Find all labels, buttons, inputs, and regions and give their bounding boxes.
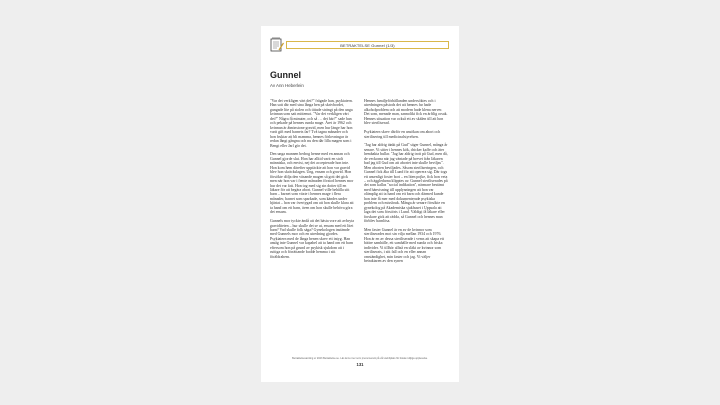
footer-note: Betraktelsesamling ur 2023 Betraktelse.se. Läs ännu mer som prenumerant på vår webbplats för bästa möjliga upplevelse. [292,357,428,360]
right-text-column [364,99,448,375]
left-text-column [270,99,354,375]
page-number: 131 [356,362,364,367]
paragraph: Gunnels mor tyckte ändå att det bästa vore att avbryta graviditeten – hur skulle det se ut, ensam med ett litet barn? Vad skulle folk säga? Gynekologen instämde med Gunnels mor och en utredning gjordes. Psykiatern med de långa benen skrev ett intyg. Han ansåg inte Gunnel var kapabel att ta hand om ett barn eftersom hon på grund av psykisk sjukdom att i ruttiga och förrättande bodde hemma i sitt föräldrahem. [270,219,354,259]
document-page [261,26,459,382]
article-author: Av Ann Heberlein [270,83,304,88]
paragraph: "Jag har aldrig tänkt på Gud" säger Gunnel, många år senare. Vi sitter i hennes kök, dricker kaffe och äter hembakta bullar. "Jag har aldrig trott på Gud, men då, de veckorna när jag väntade på brevet från läkaren bad jag till Gud om att abortet inte skulle beviljas". Men aborten beviljades. Såsom steriliseringen, och Gunnel fick åka till Lund för att operera sig. Där togs ett ansenligt foster bort – en liten pojke, fick hon veta – och äggledarna klipptes av. Gunnel steriliserades på det som kallas "social indikation", närmare bestämt med hänvisning till upplysningen att hon var olämplig att ta hand om ett barn och därmed kunde hon inte få mer med dokumenterade psykiska problem och missbruk. Många år senare försökte en gynekolog på Akademiska sjukhuset i Uppsala att laga det som förstörts i Lund. Väldigt få läkare eller forskare gick att rädda, så Gunnel och hennes man förblev barnlösa. [364,143,448,224]
paragraph: Psykiatern skrev därför en ansökan om abort och sterilisering till medicinalstyrelsen. [364,130,441,139]
notepad-pen-icon [270,37,284,52]
article-title: Gunnel [270,70,301,80]
paragraph: Hennes familjeförhållanden undersöktes och i utredningen påstods det att hennes far hade alkoholproblem och att modern hade klena nerver. Det som, menade man, sannolikt fick en ärftlig orsak. Hennes situation var också ett av skälen till att hon blev steriliserad. [364,99,448,126]
header-section-label: BETRAKTELSE Gunnel (1/3) [286,41,449,49]
paragraph: Men faster Gunnel är en av de kvinnor som steriliserades mot sin vilja mellan 1934 och 1976. Hon är en av dessa steriliserade i vems att skapa ett bättre samhälle, ett samhälle med sunda och friska individer. Vi tillhör alltså en släkt av kvinnor som steriliserats, i sitt fall och en eller annan omständighet, min faster och jag. Vi väljer betraktaren av den synen [364,227,444,264]
paragraph: "Var det verkligen värt det?" frågade han, psykiatern. Han satt där med sina långa ben på skrivbordet, gungade lite på stolen och tittade strängt på den unga kvinnan som satt mittemot. "Var det verkligen värt det?" Några få minuter, och så … det här?" sade han och pekade på hennes runda mage. Året är 1962 och kvinnan är åtminstone gravid, men hur länge har hon varit gift med barnets far? Två tagna månader och hon fruktar att bli mamma, hennes förlovningar är redan långt gångna och nu den där lilla magen som i Bengt eller Jarl gör det. [270,99,353,148]
paragraph: Den unga mannen bedrog henne med en annan och Gunnel gjorde slut. Hon har alltid varit en stolt människa, och envist, nej det accepterade hon inte. Hon kom hem därefter upptäckte att hon var gravid blev hon skräckslagen. Ung, ensam och gravid. Hon försökte dölja den växande magen så gott det gick men när hon var i femte månaden förstod hennes mor hur det var fatt. Hon tog med sig sin dotter till en läkare för att begära abort. Gunnel ville behålla sitt barn – barnet som växte i hennes mage i flera månader, barnet som sparkade, som kändes under hjärtat – hon var övertygad om att hon skulle klara att ta hand om ett barn, även om hon skulle behöva göra det ensam. [270,152,354,215]
